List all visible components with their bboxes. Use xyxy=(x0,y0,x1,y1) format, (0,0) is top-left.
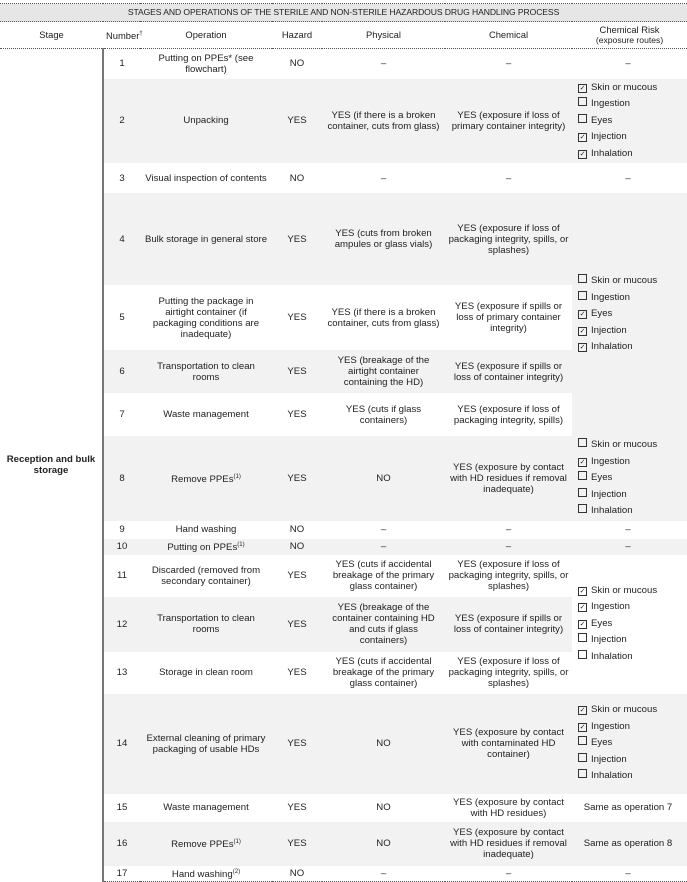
chemical-risk-cell xyxy=(572,555,687,694)
checked-box-icon: ✓ xyxy=(579,604,586,612)
checked-box-icon: ✓ xyxy=(579,84,586,92)
operation-cell xyxy=(140,285,272,350)
exposure-route xyxy=(578,503,684,520)
table-row xyxy=(0,555,687,597)
chemical-risk-cell: Same as operation 7 xyxy=(583,802,673,813)
chemical-cell: YES (exposure if loss of packaging integrity, spills) xyxy=(453,403,564,426)
route-label: Inhalation xyxy=(591,650,633,662)
exposure-route xyxy=(578,702,684,719)
operation-label: Waste management xyxy=(163,802,249,813)
header-chemical: Chemical xyxy=(445,22,572,49)
operation-footnote: (1) xyxy=(237,541,245,548)
chemical-risk-cell: – xyxy=(625,58,631,70)
exposure-route xyxy=(578,599,684,616)
operation-cell xyxy=(140,555,272,597)
exposure-route xyxy=(578,752,684,769)
operation-cell xyxy=(140,193,272,285)
route-label: Ingestion xyxy=(591,601,630,613)
operation-label: Hand washing xyxy=(175,524,237,535)
number-cell: 9 xyxy=(119,524,125,535)
route-label: Injection xyxy=(591,753,627,765)
exposure-route xyxy=(578,146,684,163)
route-label: Skin or mucous xyxy=(591,704,658,716)
chemical-risk-cell xyxy=(572,694,687,794)
unchecked-box-icon xyxy=(578,471,587,480)
chemical-cell: YES (exposure by contact with HD residues) xyxy=(453,796,564,819)
physical-cell: NO xyxy=(322,436,445,521)
operation-cell xyxy=(140,794,272,822)
unchecked-box-icon xyxy=(578,753,587,762)
exposure-route xyxy=(578,437,684,454)
exposure-route xyxy=(578,719,684,736)
exposure-route xyxy=(578,616,684,633)
operation-cell xyxy=(140,539,272,555)
table-row xyxy=(0,822,687,866)
route-label: Injection xyxy=(591,634,627,646)
operation-cell xyxy=(140,163,272,193)
hazard-cell: YES xyxy=(287,802,307,813)
physical-cell: YES (cuts if accidental breakage of the primary glass container) xyxy=(332,656,435,689)
exposure-route xyxy=(578,487,684,504)
header-number-label: Number xyxy=(106,30,140,42)
number-cell: 5 xyxy=(119,312,125,323)
operation-cell xyxy=(140,597,272,652)
checked-box-icon: ✓ xyxy=(579,327,586,335)
route-label: Eyes xyxy=(591,617,613,629)
route-label: Skin or mucous xyxy=(591,439,658,450)
header-risk-label: Chemical Risk xyxy=(599,24,660,35)
route-label: Eyes xyxy=(591,114,613,126)
checked-box-icon: ✓ xyxy=(579,723,586,731)
hazard-cell: YES xyxy=(272,350,322,393)
chemical-cell: YES (exposure by contact with contaminated HD container) xyxy=(445,694,572,794)
chemical-cell: – xyxy=(445,866,572,882)
route-label: Ingestion xyxy=(591,720,630,732)
chemical-cell: – xyxy=(505,58,512,70)
operation-label: Visual inspection of contents xyxy=(145,172,267,184)
hazard-process-table xyxy=(0,3,687,882)
stage-cell: Reception and bulk storage xyxy=(0,49,103,882)
number-cell: 16 xyxy=(103,822,140,866)
header-stage: Stage xyxy=(0,22,103,49)
number-cell: 1 xyxy=(119,58,125,70)
table-row xyxy=(0,866,687,882)
exposure-route xyxy=(578,290,684,307)
operation-label: Waste management xyxy=(163,409,249,420)
exposure-route xyxy=(578,113,684,130)
operation-cell xyxy=(140,521,272,539)
route-label: Eyes xyxy=(591,737,613,749)
route-label: Ingestion xyxy=(591,98,630,109)
hazard-cell: YES xyxy=(287,667,307,678)
route-label: Skin or mucous xyxy=(591,81,658,93)
hazard-cell: NO xyxy=(272,539,322,555)
checked-box-icon: ✓ xyxy=(579,587,586,595)
exposure-route xyxy=(578,96,684,113)
table-row xyxy=(0,794,687,822)
operation-label: Putting the package in airtight container (if packaging conditions are inadequate) xyxy=(152,295,260,340)
hazard-cell: YES xyxy=(272,597,322,652)
operation-label: Putting on PPEs xyxy=(167,542,238,554)
chemical-cell: YES (exposure if spills or loss of primary container integrity) xyxy=(454,301,563,334)
table-row xyxy=(0,694,687,794)
table-row xyxy=(0,79,687,164)
chemical-risk-cell: – xyxy=(572,539,687,555)
checked-box-icon: ✓ xyxy=(579,134,586,141)
hazard-cell: YES xyxy=(287,409,307,420)
physical-cell: YES (breakage of the airtight container containing the HD) xyxy=(322,350,445,393)
route-label: Injection xyxy=(591,488,627,500)
header-physical: Physical xyxy=(322,22,445,49)
hazard-cell: YES xyxy=(272,822,322,866)
physical-cell: NO xyxy=(322,822,445,866)
route-label: Eyes xyxy=(591,472,613,483)
physical-cell: – xyxy=(380,524,387,535)
unchecked-box-icon xyxy=(578,438,587,447)
physical-cell: – xyxy=(380,172,387,184)
header-operation: Operation xyxy=(140,22,272,49)
chemical-cell: – xyxy=(505,524,512,535)
hazard-cell: YES xyxy=(272,436,322,521)
operation-label: Hand washing xyxy=(171,868,233,880)
operation-label: External cleaning of primary packaging of usable HDs xyxy=(146,732,266,755)
hazard-cell: YES xyxy=(287,312,307,323)
number-cell: 12 xyxy=(103,597,140,652)
table-row xyxy=(0,436,687,521)
number-cell: 14 xyxy=(103,694,140,794)
operation-cell xyxy=(140,652,272,694)
unchecked-box-icon xyxy=(578,769,587,778)
exposure-route xyxy=(578,339,684,356)
chemical-risk-cell: – xyxy=(572,866,687,882)
chemical-cell: YES (exposure by contact with HD residues if removal inadequate) xyxy=(445,436,572,521)
exposure-route xyxy=(578,273,684,290)
chemical-risk-cell xyxy=(572,79,687,164)
operation-cell xyxy=(140,49,272,79)
route-label: Inhalation xyxy=(591,505,633,516)
table-title: STAGES AND OPERATIONS OF THE STERILE AND NON-STERILE HAZARDOUS DRUG HANDLING PROCESS xyxy=(0,4,687,22)
operation-cell xyxy=(140,350,272,393)
unchecked-box-icon xyxy=(578,97,587,106)
exposure-route xyxy=(578,583,684,600)
checked-box-icon: ✓ xyxy=(579,150,586,158)
route-label: Skin or mucous xyxy=(591,584,658,596)
number-cell: 4 xyxy=(103,193,140,285)
unchecked-box-icon xyxy=(578,633,587,642)
number-cell: 3 xyxy=(119,172,125,184)
operation-cell xyxy=(140,866,272,882)
operation-footnote: (2) xyxy=(232,868,241,875)
table-body xyxy=(0,49,687,882)
checked-box-icon: ✓ xyxy=(579,344,586,352)
operation-label: Putting on PPEs* (see flowchart) xyxy=(158,52,254,75)
operation-cell xyxy=(140,694,272,794)
hazard-cell: YES xyxy=(287,570,307,581)
exposure-route xyxy=(578,80,684,97)
number-cell: 8 xyxy=(103,436,140,521)
operation-label: Storage in clean room xyxy=(159,667,253,678)
route-label: Ingestion xyxy=(591,291,630,303)
table-row xyxy=(0,163,687,193)
table-row xyxy=(0,193,687,285)
operation-footnote: (1) xyxy=(233,838,241,845)
header-hazard: Hazard xyxy=(272,22,322,49)
chemical-cell: YES (exposure if spills or loss of container integrity) xyxy=(445,350,572,393)
operation-cell xyxy=(140,822,272,866)
exposure-route xyxy=(578,735,684,752)
table-row xyxy=(0,539,687,555)
number-cell: 15 xyxy=(116,802,128,813)
chemical-risk-cell xyxy=(572,193,687,436)
number-cell: 10 xyxy=(103,539,140,555)
physical-cell: NO xyxy=(376,802,391,813)
physical-cell: – xyxy=(322,539,445,555)
header-risk-sublabel: (exposure routes) xyxy=(595,35,664,45)
hazard-cell: YES xyxy=(272,694,322,794)
hazard-cell: NO xyxy=(289,58,305,70)
unchecked-box-icon xyxy=(578,736,587,745)
operation-label: Unpacking xyxy=(183,115,229,127)
route-label: Eyes xyxy=(591,308,613,320)
exposure-route xyxy=(578,323,684,340)
operation-label: Transportation to clean rooms xyxy=(157,360,255,383)
number-cell: 2 xyxy=(103,79,140,164)
route-label: Injection xyxy=(591,131,627,142)
route-label: Ingestion xyxy=(591,455,630,467)
operation-footnote: (1) xyxy=(233,473,241,480)
chemical-risk-cell: – xyxy=(625,524,631,535)
hazard-cell: YES xyxy=(272,193,322,285)
number-cell: 17 xyxy=(103,866,140,882)
chemical-risk-cell: – xyxy=(625,172,631,184)
route-label: Injection xyxy=(591,324,627,336)
header-number xyxy=(103,22,143,49)
chemical-cell: YES (exposure if spills or loss of container integrity) xyxy=(445,597,572,652)
physical-cell: YES (cuts if glass containers) xyxy=(345,403,422,426)
number-cell: 11 xyxy=(117,570,127,581)
route-label: Inhalation xyxy=(591,770,633,782)
table-row xyxy=(0,521,687,539)
exposure-route xyxy=(578,129,684,146)
number-cell: 13 xyxy=(116,667,128,678)
operation-cell xyxy=(140,393,272,436)
hazard-cell: NO xyxy=(289,172,305,184)
exposure-route xyxy=(578,632,684,649)
operation-cell xyxy=(140,79,272,164)
chemical-cell: – xyxy=(445,539,572,555)
route-label: Inhalation xyxy=(591,341,633,353)
chemical-cell: YES (exposure if loss of packaging integrity, spills, or splashes) xyxy=(445,193,572,285)
number-cell: 7 xyxy=(119,409,125,420)
exposure-route xyxy=(578,470,684,487)
chemical-cell: YES (exposure if loss of primary container integrity) xyxy=(445,79,572,164)
chemical-cell: YES (exposure if loss of packaging integrity, spills, or splashes) xyxy=(448,656,569,689)
unchecked-box-icon xyxy=(578,488,587,497)
operation-label: Remove PPEs xyxy=(171,473,234,485)
checked-box-icon: ✓ xyxy=(579,458,586,466)
checked-box-icon: ✓ xyxy=(579,311,586,319)
route-label: Inhalation xyxy=(591,147,633,159)
unchecked-box-icon xyxy=(578,291,587,300)
operation-label: Discarded (removed from secondary container) xyxy=(151,564,261,587)
chemical-risk-cell xyxy=(572,436,687,521)
physical-cell: – xyxy=(322,866,445,882)
header-number-footnote: † xyxy=(139,30,143,37)
physical-cell: – xyxy=(380,58,387,70)
header-chemical-risk xyxy=(572,22,687,49)
physical-cell: YES (if there is a broken container, cuts from glass) xyxy=(327,306,440,329)
operation-cell xyxy=(140,436,272,521)
physical-cell: NO xyxy=(322,694,445,794)
physical-cell: YES (cuts from broken ampules or glass vials) xyxy=(322,193,445,285)
operation-label: Bulk storage in general store xyxy=(144,233,268,245)
chemical-cell: – xyxy=(505,172,512,184)
unchecked-box-icon xyxy=(578,274,587,283)
exposure-route xyxy=(578,454,684,471)
checked-box-icon: ✓ xyxy=(579,620,586,628)
physical-cell: YES (breakage of the container containing HD and cuts if glass containers) xyxy=(322,597,445,652)
chemical-risk-cell: Same as operation 8 xyxy=(572,822,687,866)
hazard-cell: YES xyxy=(272,79,322,164)
operation-label: Remove PPEs xyxy=(171,839,234,851)
route-label: Skin or mucous xyxy=(591,275,658,287)
hazard-cell: NO xyxy=(272,866,322,882)
chemical-cell: YES (exposure if loss of packaging integrity, spills, or splashes) xyxy=(448,559,569,592)
physical-cell: YES (cuts if accidental breakage of the primary glass container) xyxy=(332,559,435,592)
number-cell: 6 xyxy=(103,350,140,393)
hazard-cell: NO xyxy=(289,524,305,535)
exposure-route xyxy=(578,306,684,323)
checked-box-icon: ✓ xyxy=(579,707,586,715)
chemical-cell: YES (exposure by contact with HD residues if removal inadequate) xyxy=(445,822,572,866)
operation-label: Transportation to clean rooms xyxy=(157,613,255,635)
table-row xyxy=(0,49,687,79)
physical-cell: YES (if there is a broken container, cuts from glass) xyxy=(322,79,445,164)
exposure-route xyxy=(578,768,684,785)
unchecked-box-icon xyxy=(578,504,587,513)
unchecked-box-icon xyxy=(578,650,587,659)
unchecked-box-icon xyxy=(578,114,587,123)
exposure-route xyxy=(578,649,684,666)
